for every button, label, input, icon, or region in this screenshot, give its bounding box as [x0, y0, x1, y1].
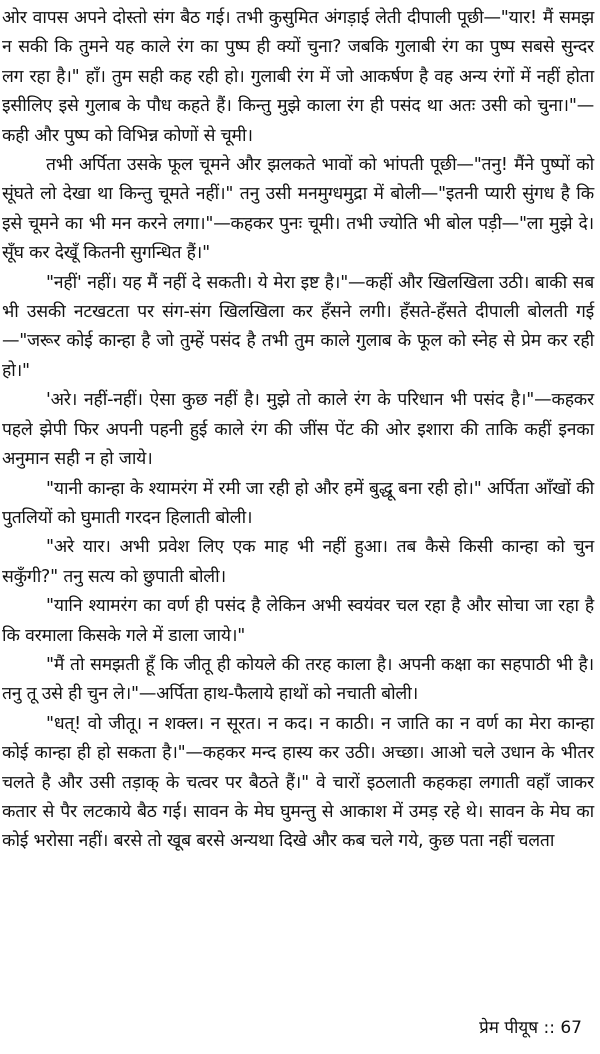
paragraph-4: 'अरे। नहीं-नहीं। ऐसा कुछ नहीं है। मुझे तो काले रंग के परिधान भी पसंद है।"—कहकर पहले झेपी फिर अपनी पहनी हुई काले रंग की जींस पेंट की ओर इशारा की ताकि कहीं इनका अनुमान सही न हो जाये।	[2, 390, 594, 470]
footer-separator: ::	[543, 1018, 555, 1038]
paragraph-5: "यानी कान्हा के श्यामरंग में रमी जा रही हो और हमें बुद्धू बना रही हो।" अर्पिता आँखों की पुतलियों को घुमाती गरदन हिलाती बोली।	[2, 478, 594, 528]
page-body-text	[2, 4, 594, 857]
paragraph-2: तभी अर्पिता उसके फूल चूमने और झलकते भावों को भांपती पूछी—"तनु! मैंने पुष्पों को सूंघते लो देखा था किन्तु चूमते नहीं।" तनु उसी मनमुग्धमुद्रा में बोली—"इतनी प्यारी सुंगध है कि इसे चूमने का भी मन करने लगा।"—कहकर पुनः चूमी। तभी ज्योति भी बोल पड़ी—"ला मुझे दे। सूँघ कर देखूँ कितनी सुगन्धित हैं।"	[2, 155, 594, 264]
page-number: 67	[560, 1018, 582, 1038]
paragraph-9: "धत्! वो जीतू। न शक्ल। न सूरत। न कद। न काठी। न जाति का न वर्ण का मेरा कान्हा कोई कान्हा ही हो सकता है।"—कहकर मन्द हास्य कर उठी। अच्छा। आओ चले उधान के भीतर चलते है और उसी तड़ाक् के चत्वर पर बैठते हैं।" वे चारों इठलाती कहकहा लगाती वहाँ जाकर कतार से पैर लटकाये बैठ गई। सावन के मेघ घुमन्तु से आकाश में उमड़ रहे थे। सावन के मेघ का कोई भरोसा नहीं। बरसे तो खूब बरसे अन्यथा दिखे और कब चले गये, कुछ पता नहीं चलता	[2, 713, 594, 852]
book-page	[2, 4, 594, 1054]
book-title: प्रेम पीयूष	[479, 1018, 539, 1038]
paragraph-3: "नहीं' नहीं। यह मैं नहीं दे सकती। ये मेरा इष्ट है।"—कहीं और खिलखिला उठी। बाकी सब भी उसकी नटखटता पर संग-संग खिलखिला कर हँसने लगी। हँसते-हँसते दीपाली बोलती गई—"जरूर कोई कान्हा है जो तुम्हें पसंद है तभी तुम काले गुलाब के फूल को स्नेह से प्रेम कर रही हो।"	[2, 272, 594, 381]
paragraph-8: "मैं तो समझती हूँ कि जीतू ही कोयले की तरह काला है। अपनी कक्षा का सहपाठी भी है। तनु तू उसे ही चुन ले।"—अर्पिता हाथ-फैलाये हाथों को नचाती बोली।	[2, 654, 594, 705]
page-footer	[479, 1016, 582, 1040]
paragraph-7: "यानि श्यामरंग का वर्ण ही पसंद है लेकिन अभी स्वयंवर चल रहा है और सोचा जा रहा है कि वरमाला किसके गले में डाला जाये।"	[2, 596, 594, 646]
paragraph-6: "अरे यार। अभी प्रवेश लिए एक माह भी नहीं हुआ। तब कैसे किसी कान्हा को चुन सकुँगी?" तनु सत्य को छुपाती बोली।	[2, 537, 594, 587]
paragraph-1: ओर वापस अपने दोस्तो संग बैठ गई। तभी कुसुमित अंगड़ाई लेती दीपाली पूछी—"यार! मैं समझ न सकी कि तुमने यह काले रंग का पुष्प ही क्यों चुना? जबकि गुलाबी रंग का पुष्प सबसे सुन्दर लग रहा है।" हाँ। तुम सही कह रही हो। गुलाबी रंग में जो आकर्षण है वह अन्य रंगों में नहीं होता इसीलिए इसे गुलाब के पौध कहते हैं। किन्तु मुझे काला रंग ही पसंद था अतः उसी को चुना।"—कही और पुष्प को विभिन्न कोणों से चूमी।	[2, 8, 594, 146]
